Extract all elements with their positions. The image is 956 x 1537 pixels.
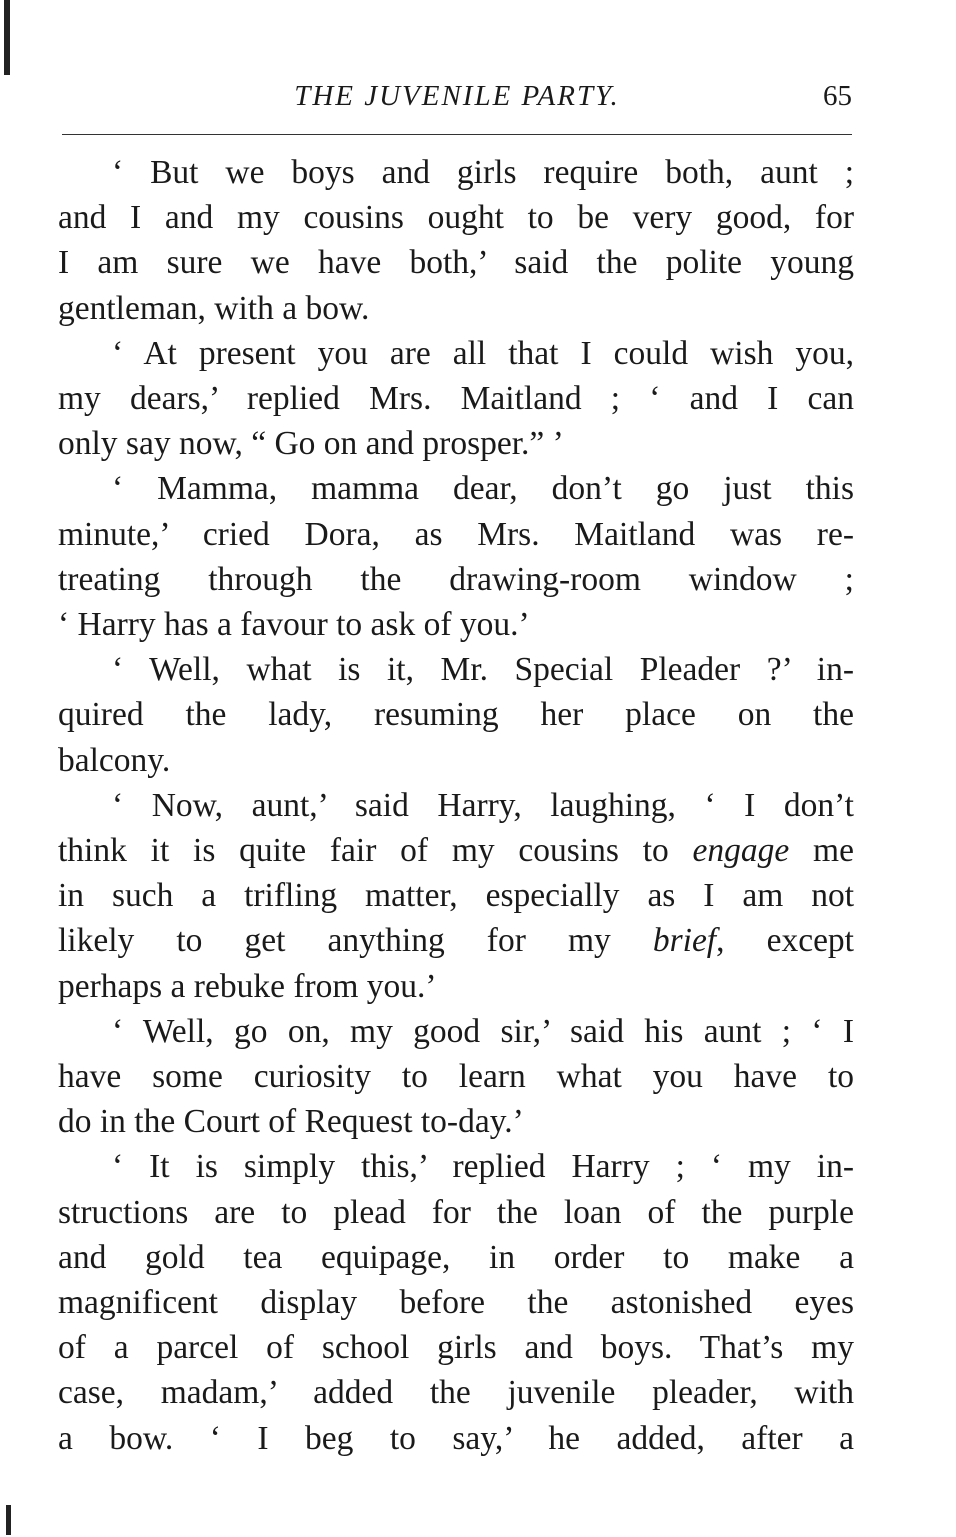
text-line: perhaps a rebuke from you.’: [58, 967, 437, 1005]
paragraph: [58, 331, 854, 467]
running-title: THE JUVENILE PARTY.: [294, 80, 620, 112]
paragraph: [58, 466, 854, 647]
text-line: of a parcel of school girls and boys. That’s my: [58, 1329, 854, 1367]
text-line: my dears,’ replied Mrs. Maitland ; ‘ and I can: [58, 380, 854, 418]
paragraph: [58, 783, 854, 1009]
paragraph: [58, 1009, 854, 1145]
text-line: only say now, “ Go on and prosper.” ’: [58, 425, 564, 463]
text-line: and I and my cousins ought to be very good, for: [58, 199, 854, 237]
scan-edge-mark: [4, 0, 10, 75]
italic-word: engage: [692, 832, 790, 870]
text-line: have some curiosity to learn what you have to: [58, 1058, 854, 1096]
paragraph: [58, 647, 854, 783]
text-line: quired the lady, resuming her place on the: [58, 696, 854, 734]
text-line: ‘ Harry has a favour to ask of you.’: [58, 606, 530, 644]
text-line: structions are to plead for the loan of the purple: [58, 1193, 854, 1231]
text-line: ‘ But we boys and girls require both, aunt ;: [112, 154, 854, 191]
text-line: minute,’ cried Dora, as Mrs. Maitland was re-: [58, 515, 854, 553]
text-line: balcony.: [58, 741, 171, 779]
page-header: [62, 80, 852, 124]
text-line: and gold tea equipage, in order to make a: [58, 1238, 854, 1276]
text-line: do in the Court of Request to-day.’: [58, 1103, 524, 1141]
scan-edge-mark: [6, 1505, 11, 1535]
text-line: a bow. ‘ I beg to say,’ he added, after a: [58, 1419, 854, 1457]
text-line: ‘ Well, go on, my good sir,’ said his aunt ; ‘ I: [112, 1012, 854, 1050]
text-line: likely to get anything for my brief, except: [58, 922, 854, 960]
text-line: think it is quite fair of my cousins to engage me: [58, 832, 854, 870]
text-line: ‘ Now, aunt,’ said Harry, laughing, ‘ I don’t: [112, 786, 854, 824]
text-line: ‘ Well, what is it, Mr. Special Pleader ?’ in-: [112, 651, 854, 689]
text-line: magnificent display before the astonished eyes: [58, 1284, 854, 1322]
header-rule: [62, 134, 852, 135]
page-number: 65: [823, 80, 852, 112]
text-line: treating through the drawing-room window ;: [58, 560, 854, 598]
text-line: ‘ Mamma, mamma dear, don’t go just this: [112, 470, 854, 508]
paragraph: [58, 1144, 854, 1460]
text-line: case, madam,’ added the juvenile pleader, with: [58, 1374, 854, 1412]
italic-word: brief: [652, 922, 717, 960]
text-line: ‘ At present you are all that I could wish you,: [112, 334, 854, 372]
text-line: gentleman, with a bow.: [58, 289, 370, 327]
text-line: ‘ It is simply this,’ replied Harry ; ‘ my in-: [112, 1148, 854, 1186]
text-line: in such a trifling matter, especially as I am not: [58, 877, 854, 915]
paragraph: [58, 150, 854, 331]
body-text: [58, 150, 854, 1461]
text-line: I am sure we have both,’ said the polite young: [58, 244, 854, 282]
